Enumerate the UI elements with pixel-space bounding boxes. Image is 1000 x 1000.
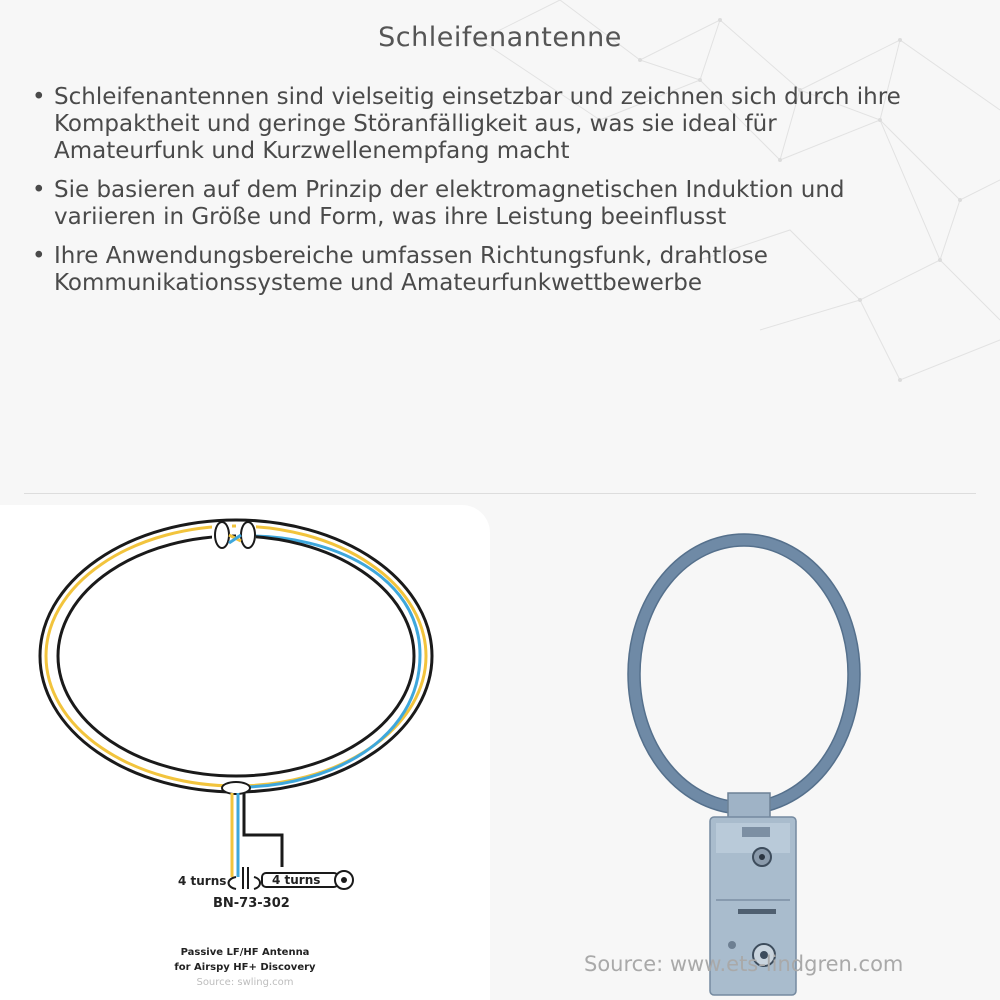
bullet-item [32, 84, 932, 165]
loop-antenna-diagram-panel [0, 505, 490, 1000]
bullet-text: Sie basieren auf dem Prinzip der elektromagnetischen Induktion und variieren in Größe und Form, was ihre Leistung beeinflusst [54, 177, 845, 230]
bullet-text: Schleifenantennen sind vielseitig einsetzbar und zeichnen sich durch ihre Kompaktheit und geringe Störanfälligkeit aus, was sie ideal für Amateurfunk und Kurzwellenempfang macht [54, 84, 901, 164]
bullet-marker: • [32, 177, 46, 203]
bullet-marker: • [32, 243, 46, 269]
loop-antenna-photo-panel [510, 505, 1000, 1000]
antenna-loop-ring [634, 540, 854, 808]
wire-yellow-loop [46, 526, 426, 786]
wire-black-inner-loop [58, 536, 414, 776]
bullet-item [32, 243, 932, 297]
turns-left-label: 4 turns [178, 874, 227, 888]
page-title: Schleifenantenne [378, 22, 622, 53]
loop-antenna-photo [510, 505, 1000, 1000]
bullet-marker: • [32, 84, 46, 110]
turns-right-label: 4 turns [272, 873, 321, 887]
feed-black [244, 793, 282, 867]
transformer-secondary [254, 877, 260, 889]
bullet-item [32, 177, 932, 231]
loop-antenna-diagram [0, 505, 490, 1000]
transformer-primary [229, 877, 237, 889]
caption-line-2: for Airspy HF+ Discovery [174, 962, 316, 973]
bullet-list [32, 84, 932, 309]
section-divider [24, 493, 976, 494]
left-source: Source: swling.com [196, 977, 294, 988]
pipe-collar [222, 782, 250, 794]
caption-line-1: Passive LF/HF Antenna [180, 947, 310, 958]
right-source: Source: www.ets-lindgren.com [584, 952, 904, 976]
core-label: BN-73-302 [213, 896, 290, 911]
bullet-text: Ihre Anwendungsbereiche umfassen Richtungsfunk, drahtlose Kommunikationssysteme und Amateurfunkwettbewerbe [54, 243, 768, 296]
wire-black-outer-loop [40, 520, 432, 792]
